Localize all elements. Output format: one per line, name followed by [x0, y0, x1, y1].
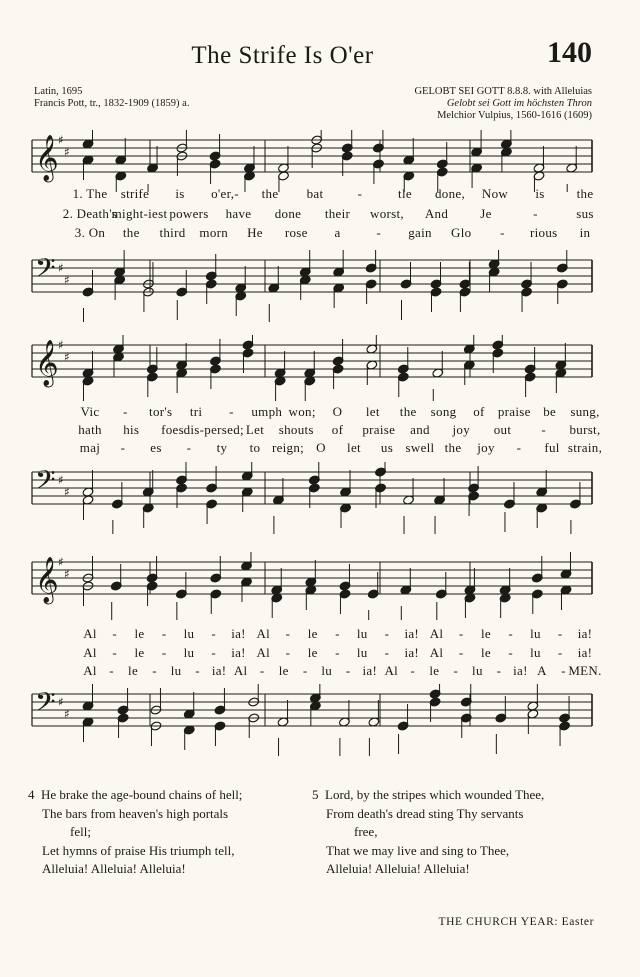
lyric-syllable: and — [410, 422, 430, 437]
sharp-icon: ♯ — [58, 473, 64, 487]
lyric-syllable: burst, — [569, 422, 601, 437]
lyric-syllable: joy — [477, 440, 495, 455]
lyric-syllable: - — [458, 626, 464, 641]
stanza-line: free, — [354, 824, 378, 839]
bass-clef-icon: 𝄢 — [35, 252, 56, 290]
tune-credits — [414, 86, 592, 122]
lyric-syllable: - — [112, 626, 118, 641]
lyric-syllable: - — [285, 626, 291, 641]
lyric-syllable: to — [249, 440, 261, 455]
lyric-syllable: le — [481, 626, 491, 641]
composer-credit: Melchior Vulpius, 1560-1616 (1609) — [437, 110, 592, 121]
lyric-syllable: le — [134, 645, 145, 660]
text-source: Latin, 1695 — [34, 86, 83, 97]
lyric-syllable: a — [334, 225, 341, 240]
lyric-syllable: Glo — [451, 225, 472, 240]
treble-clef-icon: 𝄞 — [35, 557, 59, 603]
tune-name-meter: GELOBT SEI GOTT 8.8.8. with Alleluias — [414, 86, 592, 97]
lyric-syllable: let — [347, 440, 361, 455]
lyric-syllable: - — [410, 663, 416, 678]
lyric-syllable: lu — [530, 645, 541, 660]
bass-staff-2 — [0, 462, 640, 534]
lyric-syllable: Je — [480, 206, 492, 221]
lyric-syllable: is — [535, 186, 545, 201]
lyric-syllable: ia! — [404, 626, 420, 641]
sharp-icon: ♯ — [64, 707, 70, 721]
lyric-syllable: 1. The — [72, 186, 108, 201]
stanza-line: Alleluia! Alleluia! Alleluia! — [42, 861, 186, 876]
lyric-syllable: - — [259, 663, 265, 678]
lyric-syllable: ia! — [577, 645, 593, 660]
lyric-syllable: lu — [472, 663, 483, 678]
sharp-icon: ♯ — [58, 555, 64, 569]
lyric-syllable: le — [278, 663, 289, 678]
lyric-syllable: - — [335, 626, 340, 641]
lyric-syllable: is — [175, 186, 185, 201]
lyric-syllable: the — [122, 225, 140, 240]
sharp-icon: ♯ — [64, 273, 70, 287]
lyric-syllable: Al — [256, 626, 271, 641]
lyric-syllable: A — [537, 663, 547, 678]
lyric-syllable: Al — [429, 645, 444, 660]
lyric-syllable: MEN. — [568, 663, 602, 678]
lyric-syllable: joy — [452, 422, 471, 437]
lyric-syllable: le — [134, 626, 145, 641]
lyric-syllable: ia! — [362, 663, 378, 678]
treble-staff-1 — [0, 130, 640, 192]
sharp-icon: ♯ — [58, 338, 64, 352]
lyric-syllable: maj — [79, 440, 101, 455]
lyric-syllable: Al — [429, 626, 444, 641]
bass-staff-3 — [0, 684, 640, 756]
lyric-syllable: ia! — [513, 663, 528, 678]
lyric-syllable: Let — [245, 422, 265, 437]
lyric-syllable: And — [424, 206, 449, 221]
lyric-syllable: Al — [83, 645, 97, 660]
lyric-syllable: powers — [169, 206, 209, 221]
treble-staff-3 — [0, 552, 640, 620]
lyric-syllable: Vic — [80, 404, 100, 419]
translator-credit: Francis Pott, tr., 1832-1909 (1859) a. — [34, 98, 190, 109]
sharp-icon: ♯ — [64, 485, 70, 499]
lyric-syllable: - — [112, 645, 118, 660]
lyric-syllable: out — [493, 422, 512, 437]
lyric-syllable: swell — [405, 440, 435, 455]
lyric-row-verse-1 — [0, 626, 640, 644]
stanza-line: That we may live and sing to Thee, — [326, 842, 510, 858]
lyric-syllable: ty — [216, 440, 228, 455]
lyric-row-verse-3 — [0, 663, 640, 681]
lyric-syllable: Now — [481, 186, 509, 201]
lyric-syllable: sus — [576, 206, 594, 221]
lyric-syllable: strife — [120, 186, 150, 201]
lyric-syllable: rose — [284, 225, 308, 240]
lyric-syllable: - — [123, 404, 128, 419]
lyric-syllable: 3. On — [74, 225, 106, 240]
lyric-syllable: - — [533, 206, 538, 221]
lyric-syllable: of — [331, 422, 344, 437]
lyric-syllable: us — [380, 440, 394, 455]
stanza-line: 4 He brake the age-bound chains of hell; — [28, 787, 243, 802]
lyric-syllable: lu — [356, 645, 368, 660]
lyric-syllable: have — [225, 206, 252, 221]
lyric-syllable: the — [576, 186, 594, 201]
lyric-syllable: o'er,- — [211, 186, 239, 201]
lyric-syllable: - — [302, 663, 308, 678]
lyric-syllable: - — [500, 225, 505, 240]
lyric-syllable: ia! — [231, 645, 246, 660]
lyric-syllable: - — [384, 645, 390, 660]
lyric-syllable: O — [332, 404, 343, 419]
section-footer: THE CHURCH YEAR: Easter — [438, 916, 594, 928]
hymn-number: 140 — [547, 36, 592, 69]
treble-clef-icon: 𝄞 — [35, 340, 59, 386]
lyric-syllable: reign; — [271, 440, 305, 455]
lyric-syllable: Al — [233, 663, 248, 678]
stanza-line: 5 Lord, by the stripes which wounded Thee, — [312, 787, 545, 802]
lyric-syllable: Al — [384, 663, 399, 678]
lyric-syllable: his — [123, 422, 140, 437]
lyric-syllable: praise — [362, 422, 396, 437]
lyric-syllable: let — [365, 404, 380, 419]
lyric-syllable: - — [557, 626, 563, 641]
lyric-syllable: ia! — [404, 645, 420, 660]
lyric-syllable: le — [307, 626, 318, 641]
lyric-syllable: ful — [544, 440, 560, 455]
lyric-syllable: rious — [530, 225, 558, 240]
lyric-syllable: es — [150, 440, 162, 455]
lyric-row-verse-3 — [0, 440, 640, 458]
lyric-syllable: - — [516, 440, 522, 455]
lyric-syllable: lu — [530, 626, 541, 641]
lyric-syllable: won; — [288, 404, 316, 419]
lyric-syllable: 2. Death's — [62, 206, 118, 221]
treble-staff-2 — [0, 335, 640, 401]
lyric-syllable: morn — [199, 225, 229, 240]
lyric-syllable: be — [543, 404, 557, 419]
sharp-icon: ♯ — [58, 133, 64, 147]
lyric-syllable: bat — [306, 186, 324, 201]
lyric-syllable: - — [508, 626, 514, 641]
lyric-syllable: - — [229, 404, 234, 419]
sharp-icon: ♯ — [64, 350, 70, 364]
lyric-syllable: Al — [83, 663, 97, 678]
lyric-syllable: dis-persed; — [183, 422, 244, 437]
sharp-icon: ♯ — [58, 261, 64, 275]
lyric-syllable: Al — [256, 645, 271, 660]
lyric-syllable: lu — [183, 645, 195, 660]
lyric-row-verse-1 — [0, 404, 640, 422]
lyric-syllable: - — [186, 440, 192, 455]
lyric-syllable: - — [285, 645, 291, 660]
lyric-syllable: - — [376, 225, 382, 240]
lyric-syllable: - — [345, 663, 351, 678]
lyric-syllable: He — [247, 225, 263, 240]
lyric-syllable: - — [335, 645, 340, 660]
lyric-syllable: song — [430, 404, 457, 419]
lyric-syllable: ia! — [231, 626, 246, 641]
lyric-syllable: - — [357, 186, 363, 201]
stanza-line: Alleluia! Alleluia! Alleluia! — [326, 861, 470, 876]
lyric-syllable: Al — [83, 626, 97, 641]
lyric-syllable: sung, — [570, 404, 600, 419]
sharp-icon: ♯ — [58, 695, 64, 709]
lyric-syllable: tor's — [149, 404, 173, 419]
lyric-syllable: done — [274, 206, 302, 221]
lyric-syllable: - — [557, 645, 563, 660]
lyric-syllable: third — [159, 225, 186, 240]
text-credits — [34, 86, 189, 110]
lyric-syllable: lu — [183, 626, 195, 641]
lyric-syllable: - — [508, 645, 514, 660]
lyric-syllable: done, — [434, 186, 466, 201]
lyric-syllable: hath — [78, 422, 102, 437]
sharp-icon: ♯ — [64, 145, 70, 159]
lyric-syllable: - — [120, 440, 126, 455]
lyric-syllable: - — [384, 626, 390, 641]
lyric-syllable: ia! — [577, 626, 593, 641]
lyric-syllable: le — [128, 663, 139, 678]
stanza-line: fell; — [70, 824, 91, 839]
lyric-syllable: in — [579, 225, 591, 240]
lyric-syllable: - — [496, 663, 502, 678]
lyric-syllable: lu — [321, 663, 333, 678]
lyric-syllable: umph — [251, 404, 283, 419]
stanza-line: Let hymns of praise His triumph tell, — [42, 842, 235, 858]
stanza-4 — [28, 786, 242, 879]
lyric-syllable: the — [444, 440, 462, 455]
lyric-row-verse-2 — [0, 645, 640, 663]
lyric-syllable: foes — [161, 422, 184, 437]
lyric-syllable: lu — [170, 663, 182, 678]
stanza-line: From death's dread sting Thy servants — [326, 805, 524, 821]
lyric-syllable: - — [541, 422, 547, 437]
lyric-row-verse-2 — [0, 206, 640, 224]
lyric-syllable: - — [161, 645, 167, 660]
lyric-syllable: - — [458, 645, 464, 660]
lyric-syllable: - — [453, 663, 459, 678]
lyric-syllable: ia! — [211, 663, 227, 678]
lyric-syllable: - — [211, 626, 217, 641]
lyric-syllable: gain — [408, 225, 432, 240]
lyric-syllable: - — [561, 663, 566, 678]
lyric-syllable: their — [324, 206, 351, 221]
lyric-syllable: might-iest — [111, 206, 168, 221]
lyric-syllable: the — [261, 186, 279, 201]
lyric-syllable: - — [152, 663, 157, 678]
sharp-icon: ♯ — [64, 567, 70, 581]
lyric-syllable: of — [473, 404, 485, 419]
lyric-syllable: - — [161, 626, 167, 641]
lyric-syllable: strain, — [567, 440, 603, 455]
lyric-syllable: O — [316, 440, 326, 455]
lyric-syllable: tri — [189, 404, 203, 419]
hymn-title: The Strife Is O'er — [191, 42, 374, 69]
lyric-syllable: le — [307, 645, 318, 660]
lyric-syllable: le — [429, 663, 440, 678]
stanza-line: The bars from heaven's high portals — [42, 805, 229, 821]
bass-clef-icon: 𝄢 — [35, 686, 56, 724]
lyric-syllable: - — [195, 663, 200, 678]
lyric-row-verse-3 — [0, 225, 640, 243]
treble-clef-icon: 𝄞 — [35, 135, 59, 181]
lyric-syllable: tle — [398, 186, 412, 201]
lyric-syllable: worst, — [370, 206, 404, 221]
lyric-syllable: shouts — [278, 422, 314, 437]
lyric-syllable: the — [399, 404, 417, 419]
lyric-row-verse-1 — [0, 186, 640, 204]
lyric-syllable: praise — [497, 404, 531, 419]
lyric-syllable: lu — [356, 626, 368, 641]
bass-staff-1 — [0, 250, 640, 322]
lyric-syllable: le — [481, 645, 491, 660]
lyric-syllable: - — [211, 645, 217, 660]
tune-source: Gelobt sei Gott im höchsten Thron — [446, 98, 592, 109]
lyric-syllable: - — [109, 663, 114, 678]
stanza-5 — [312, 786, 544, 879]
lyric-row-verse-2 — [0, 422, 640, 440]
bass-clef-icon: 𝄢 — [35, 464, 56, 502]
